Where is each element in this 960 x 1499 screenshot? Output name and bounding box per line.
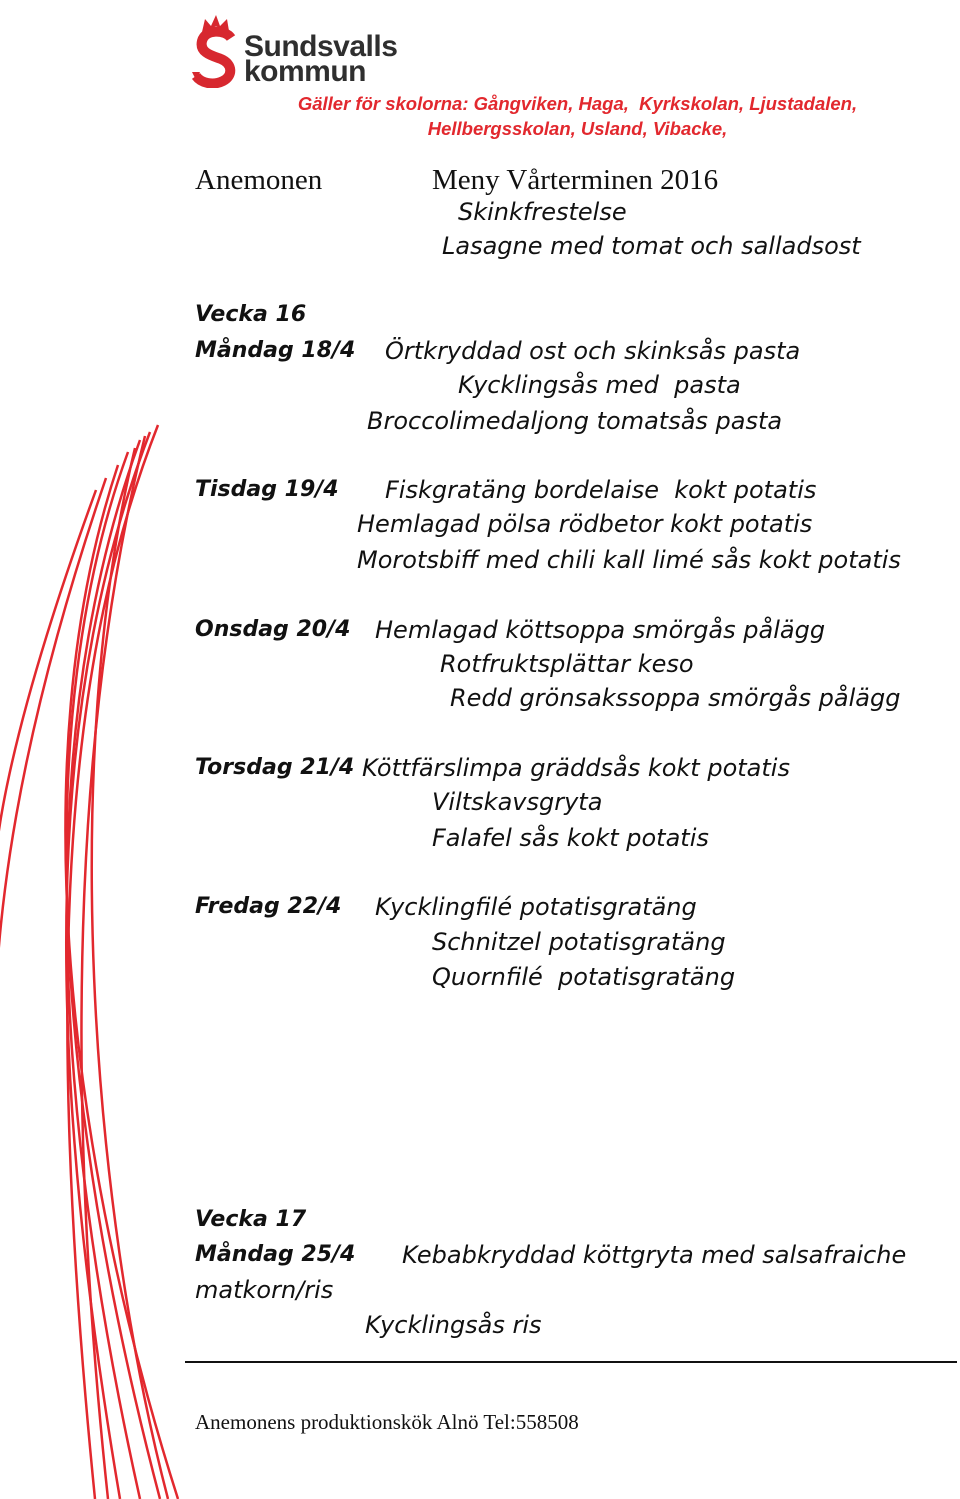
dish: Hemlagad köttsoppa smörgås pålägg: [375, 616, 826, 644]
dish: Redd grönsakssoppa smörgås pålägg: [450, 684, 901, 712]
day-label: Måndag 18/4: [195, 338, 356, 363]
intro-dish: Lasagne med tomat och salladsost: [442, 232, 861, 260]
sundsvall-dragon-logo-icon: [190, 14, 242, 88]
dish: Hemlagad pölsa rödbetor kokt potatis: [357, 510, 813, 538]
week-label: Vecka 17: [195, 1207, 307, 1232]
day-label: Torsdag 21/4: [195, 755, 355, 780]
day-label: Fredag 22/4: [195, 894, 342, 919]
swoosh-line: [81, 436, 145, 1499]
dish: Falafel sås kokt potatis: [432, 824, 709, 852]
dish: Kebabkryddad köttgryta med salsafraiche: [402, 1241, 907, 1269]
day-label: Tisdag 19/4: [195, 477, 339, 502]
decorative-red-swoosh: [0, 400, 200, 1499]
dish: Viltskavsgryta: [432, 788, 603, 816]
day-label: Måndag 25/4: [195, 1242, 356, 1267]
dish: Köttfärslimpa gräddsås kokt potatis: [362, 754, 790, 782]
dish: Morotsbiff med chili kall limé sås kokt potatis: [357, 546, 901, 574]
dish: Kycklingfilé potatisgratäng: [375, 893, 697, 921]
footer-divider: [185, 1361, 957, 1363]
schools-notice: [195, 91, 960, 141]
dish: Broccolimedaljong tomatsås pasta: [367, 407, 783, 435]
week-label: Vecka 16: [195, 302, 307, 327]
dish: Fiskgratäng bordelaise kokt potatis: [385, 476, 817, 504]
dish: Quornfilé potatisgratäng: [432, 963, 736, 991]
intro-dish: Skinkfrestelse: [458, 198, 627, 226]
dish: Schnitzel potatisgratäng: [432, 928, 726, 956]
dish: Rotfruktsplättar keso: [440, 650, 694, 678]
swoosh-line: [67, 425, 158, 1499]
swoosh-line: [67, 440, 140, 1499]
dish: Örtkryddad ost och skinksås pasta: [385, 337, 801, 365]
logo-text-kommun: kommun: [244, 55, 367, 88]
schools-notice-line: Gäller för skolorna: Gångviken, Haga, Kyrkskolan, Ljustadalen,: [297, 93, 858, 114]
day-label: Onsdag 20/4: [195, 617, 351, 642]
footer-contact: Anemonens produktionskök Alnö Tel:558508: [195, 1410, 579, 1434]
menu-title: Meny Vårterminen 2016: [432, 164, 719, 196]
dish: Kycklingsås ris: [365, 1311, 542, 1339]
schools-notice-line: Hellbergsskolan, Usland, Vibacke,: [427, 118, 728, 139]
swoosh-line: [0, 478, 106, 1000]
logo-text-sundsvalls: Sundsvalls: [244, 30, 398, 63]
dish: matkorn/ris: [195, 1276, 334, 1304]
kitchen-name: Anemonen: [195, 164, 323, 196]
dish: Kycklingsås med pasta: [458, 371, 741, 399]
